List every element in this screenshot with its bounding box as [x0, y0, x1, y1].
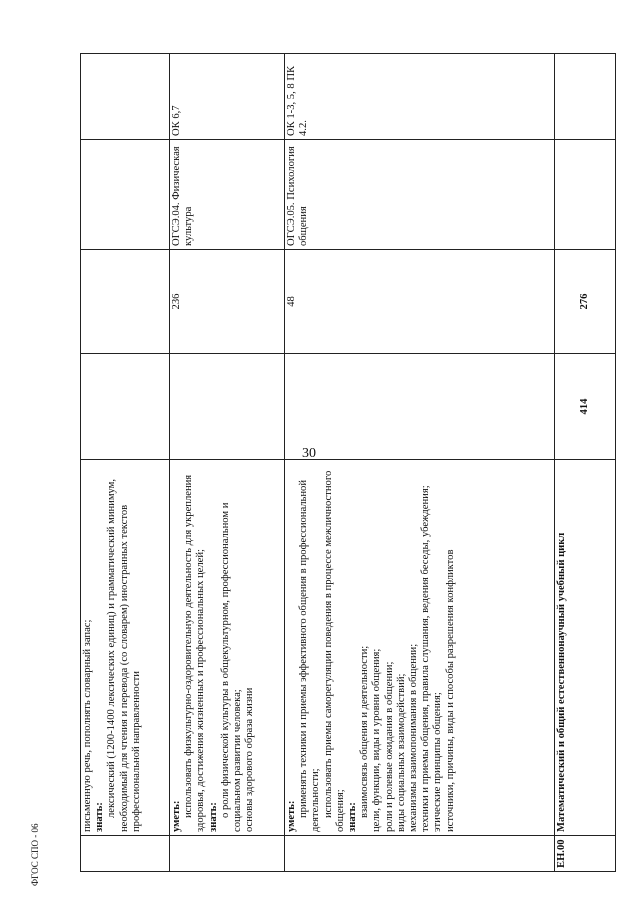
content-item: техники и приемы общения, правила слушания, ведения беседы, убеждения; [420, 485, 432, 832]
content-label: уметь: [171, 800, 182, 832]
rotated-table-wrapper [80, 54, 615, 872]
curriculum-table [80, 53, 616, 872]
code-cell: ЕН.00 [555, 836, 616, 872]
content-item: лексический (1200-1400 лексических единиц) и грамматический минимум, необходимый для чтения и перевода (со словарем) иностранных текстов профессиональной направленности [106, 478, 142, 832]
content-cell [170, 460, 285, 836]
content-label: знать: [347, 802, 359, 832]
hours-required-cell: 236 [170, 250, 285, 354]
content-label: знать: [94, 802, 106, 832]
table-row [555, 54, 616, 872]
page-number: 30 [302, 446, 316, 461]
hours-total-cell [170, 354, 285, 460]
content-item: применять техники и приемы эффективного общения в профессиональной деятельности; [298, 479, 322, 832]
content-cell: Математический и общий естественнонаучный учебный цикл [555, 460, 616, 836]
content-item: использовать физкультурно-оздоровительную деятельность для укрепления здоровья, достижения жизненных и профессиональных целей; [183, 474, 207, 832]
competencies-cell: ОК 6,7 [170, 54, 285, 140]
discipline-cell: ОГСЭ.05. Психология общения [285, 140, 555, 250]
content-item: роли и ролевые ожидания в общении; [383, 661, 395, 832]
content-item: механизмы взаимопонимания в общении; [408, 643, 420, 832]
hours-total-cell: 414 [555, 354, 616, 460]
hours-required-cell [81, 250, 170, 354]
discipline-cell [555, 140, 616, 250]
content-item: цели, функции, виды и уровни общения; [371, 648, 383, 832]
hours-required-cell: 276 [555, 250, 616, 354]
content-cell [285, 460, 555, 836]
code-cell [81, 836, 170, 872]
content-label: знать: [207, 802, 219, 832]
competencies-cell [81, 54, 170, 140]
competencies-cell: ОК 1-3, 5, 8 ПК 4.2. [285, 54, 555, 140]
content-item: этические принципы общения; [432, 692, 444, 832]
footer-code: ФГОС СПО - 06 [30, 823, 40, 886]
hours-total-cell [285, 354, 555, 460]
content-item: источники, причины, виды и способы разрешения конфликтов [444, 549, 456, 832]
code-cell [285, 836, 555, 872]
table-row [81, 54, 170, 872]
discipline-cell [81, 140, 170, 250]
content-label: уметь: [286, 800, 297, 832]
content-item: взаимосвязь общения и деятельности; [359, 645, 371, 818]
content-text: письменную речь, пополнять словарный запас; [82, 619, 93, 832]
competencies-cell [555, 54, 616, 140]
code-cell [170, 836, 285, 872]
table-row [170, 54, 285, 872]
hours-total-cell [81, 354, 170, 460]
content-item: о роли физической культуры в общекультурном, профессиональном и социальном развитии человека; [219, 502, 244, 832]
content-item: использовать приемы саморегуляции поведения в процессе межличностного общения; [322, 470, 346, 832]
table-row [285, 54, 555, 872]
content-item: основы здорового образа жизни [244, 687, 256, 832]
discipline-cell: ОГСЭ.04. Физическая культура [170, 140, 285, 250]
content-item: виды социальных взаимодействий; [395, 673, 407, 832]
content-cell [81, 460, 170, 836]
hours-required-cell: 48 [285, 250, 555, 354]
